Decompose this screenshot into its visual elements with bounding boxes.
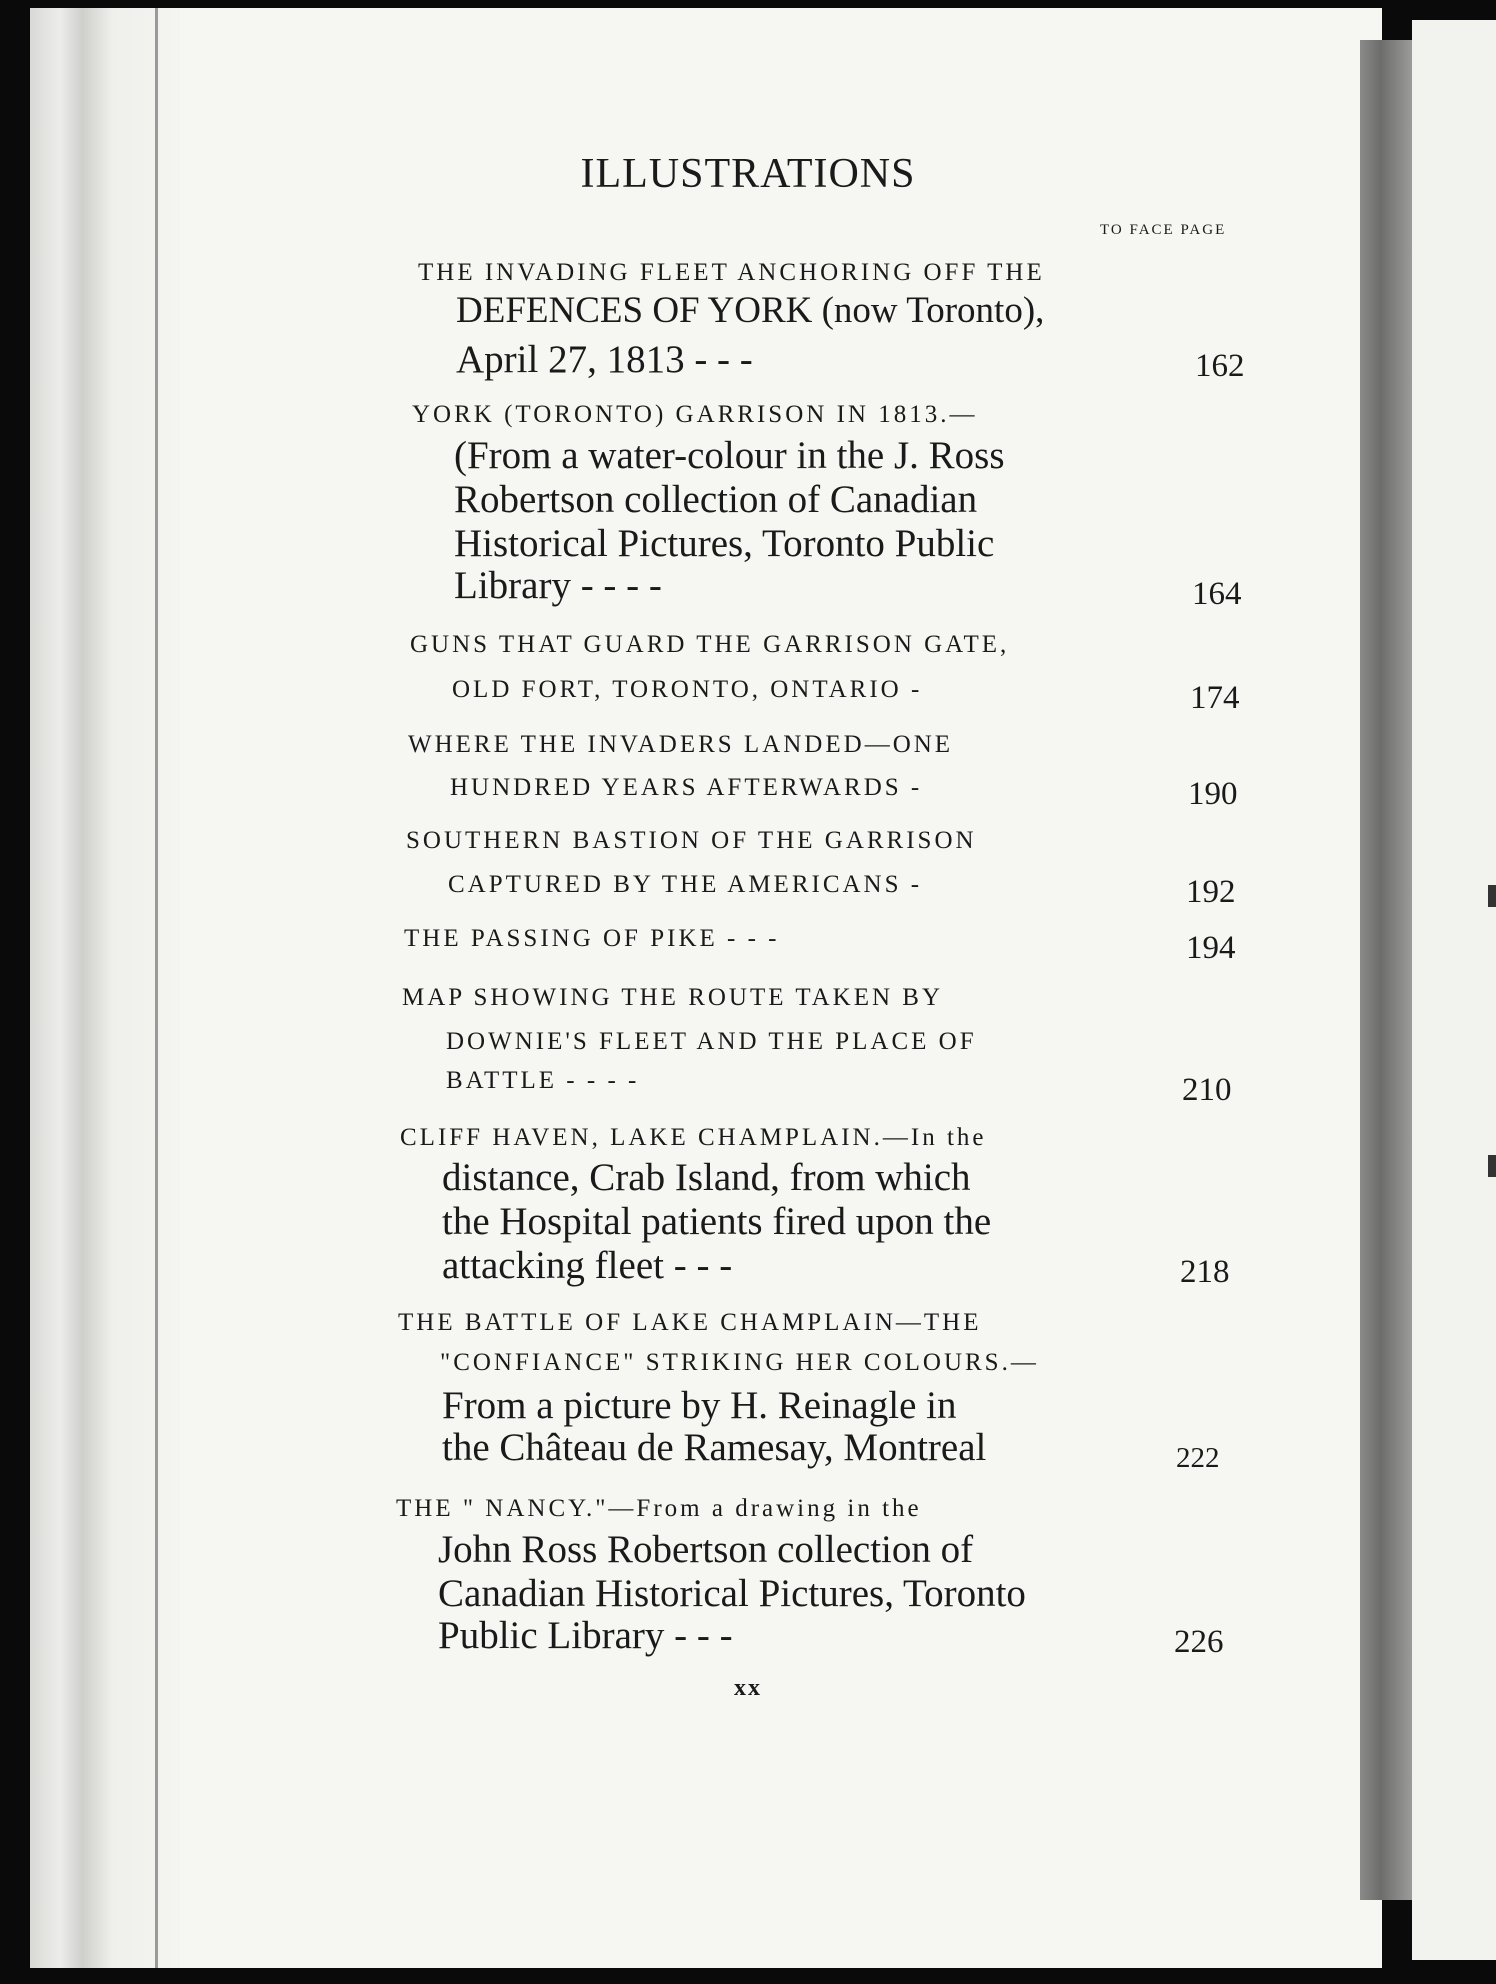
entry-line: MAP SHOWING THE ROUTE TAKEN BY: [402, 984, 944, 1011]
page-number: 226: [1174, 1624, 1224, 1660]
entry-line: THE " NANCY."—From a drawing in the: [396, 1495, 922, 1522]
entry-line: CLIFF HAVEN, LAKE CHAMPLAIN.—In the: [400, 1124, 987, 1151]
page-number: 222: [1176, 1442, 1220, 1474]
entry-line: Library - - - -: [454, 564, 662, 607]
entry-line: HUNDRED YEARS AFTERWARDS -: [450, 774, 923, 801]
page-number: 194: [1186, 930, 1236, 966]
entry-line: From a picture by H. Reinagle in: [442, 1384, 957, 1427]
entry-line: THE PASSING OF PIKE - - -: [404, 925, 780, 952]
entry-line: Historical Pictures, Toronto Public: [454, 522, 995, 565]
entry-line: DOWNIE'S FLEET AND THE PLACE OF: [446, 1028, 977, 1055]
entry-line: DEFENCES OF YORK (now Toronto),: [456, 290, 1045, 331]
column-label: TO FACE PAGE: [1100, 222, 1227, 238]
entry-line: GUNS THAT GUARD THE GARRISON GATE,: [410, 631, 1010, 658]
entry-line: Robertson collection of Canadian: [454, 478, 978, 521]
entry-line: John Ross Robertson collection of: [438, 1528, 974, 1571]
entry-line: the Hospital patients fired upon the: [442, 1200, 992, 1243]
page-number: 164: [1192, 576, 1242, 612]
entry-line: (From a water-colour in the J. Ross: [454, 434, 1005, 477]
entry-line: April 27, 1813 - - -: [456, 338, 753, 381]
facing-page-mark: [1488, 1155, 1496, 1177]
entry-line: BATTLE - - - -: [446, 1067, 640, 1094]
entry-line: distance, Crab Island, from which: [442, 1156, 971, 1199]
facing-page-mark: [1488, 885, 1496, 907]
page-number: 174: [1190, 680, 1240, 716]
entry-line: Public Library - - -: [438, 1614, 733, 1657]
page-title: ILLUSTRATIONS: [580, 151, 916, 197]
page-number: 218: [1180, 1254, 1230, 1290]
gutter-shadow: [1360, 40, 1412, 1900]
entry-line: OLD FORT, TORONTO, ONTARIO -: [452, 676, 923, 703]
entry-line: "CONFIANCE" STRIKING HER COLOURS.—: [440, 1349, 1039, 1376]
entry-line: THE BATTLE OF LAKE CHAMPLAIN—THE: [398, 1309, 982, 1336]
binding-line: [155, 8, 158, 1968]
page-number: 162: [1195, 348, 1245, 384]
entry-line: SOUTHERN BASTION OF THE GARRISON: [406, 827, 977, 854]
entry-line: attacking fleet - - -: [442, 1244, 733, 1287]
page-number: 210: [1182, 1072, 1232, 1108]
entry-line: CAPTURED BY THE AMERICANS -: [448, 871, 923, 898]
page-number: 190: [1188, 776, 1238, 812]
entry-line: Canadian Historical Pictures, Toronto: [438, 1572, 1026, 1615]
page-footer-marker: xx: [734, 1675, 762, 1701]
facing-page-edge: [1412, 20, 1496, 1960]
entry-line: WHERE THE INVADERS LANDED—ONE: [408, 731, 954, 758]
entry-line: YORK (TORONTO) GARRISON IN 1813.—: [412, 401, 978, 428]
entry-line: the Château de Ramesay, Montreal: [442, 1426, 987, 1469]
page-number: 192: [1186, 874, 1236, 910]
entry-line: THE INVADING FLEET ANCHORING OFF THE: [418, 259, 1045, 286]
